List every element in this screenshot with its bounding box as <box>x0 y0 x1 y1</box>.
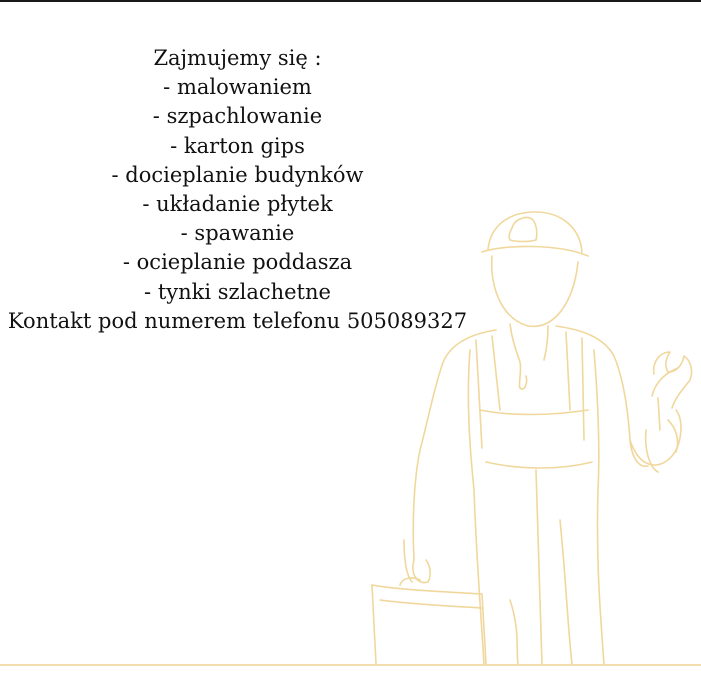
top-border <box>0 0 701 2</box>
services-heading: Zajmujemy się : <box>153 46 322 70</box>
service-item: - układanie płytek <box>142 192 333 217</box>
worker-with-wrench-line-art-icon <box>360 200 701 700</box>
service-item: - docieplanie budynków <box>111 162 364 187</box>
service-item: - ocieplanie poddasza <box>122 250 353 275</box>
service-item: - szpachlowanie <box>152 104 323 129</box>
service-item: - spawanie <box>180 221 295 246</box>
service-item: - tynki szlachetne <box>144 279 331 304</box>
service-item: - malowaniem <box>163 75 312 100</box>
floor-line <box>0 664 701 666</box>
contact-line: Kontakt pod numerem telefonu 505089327 <box>7 308 468 333</box>
service-item: - karton gips <box>170 133 305 158</box>
